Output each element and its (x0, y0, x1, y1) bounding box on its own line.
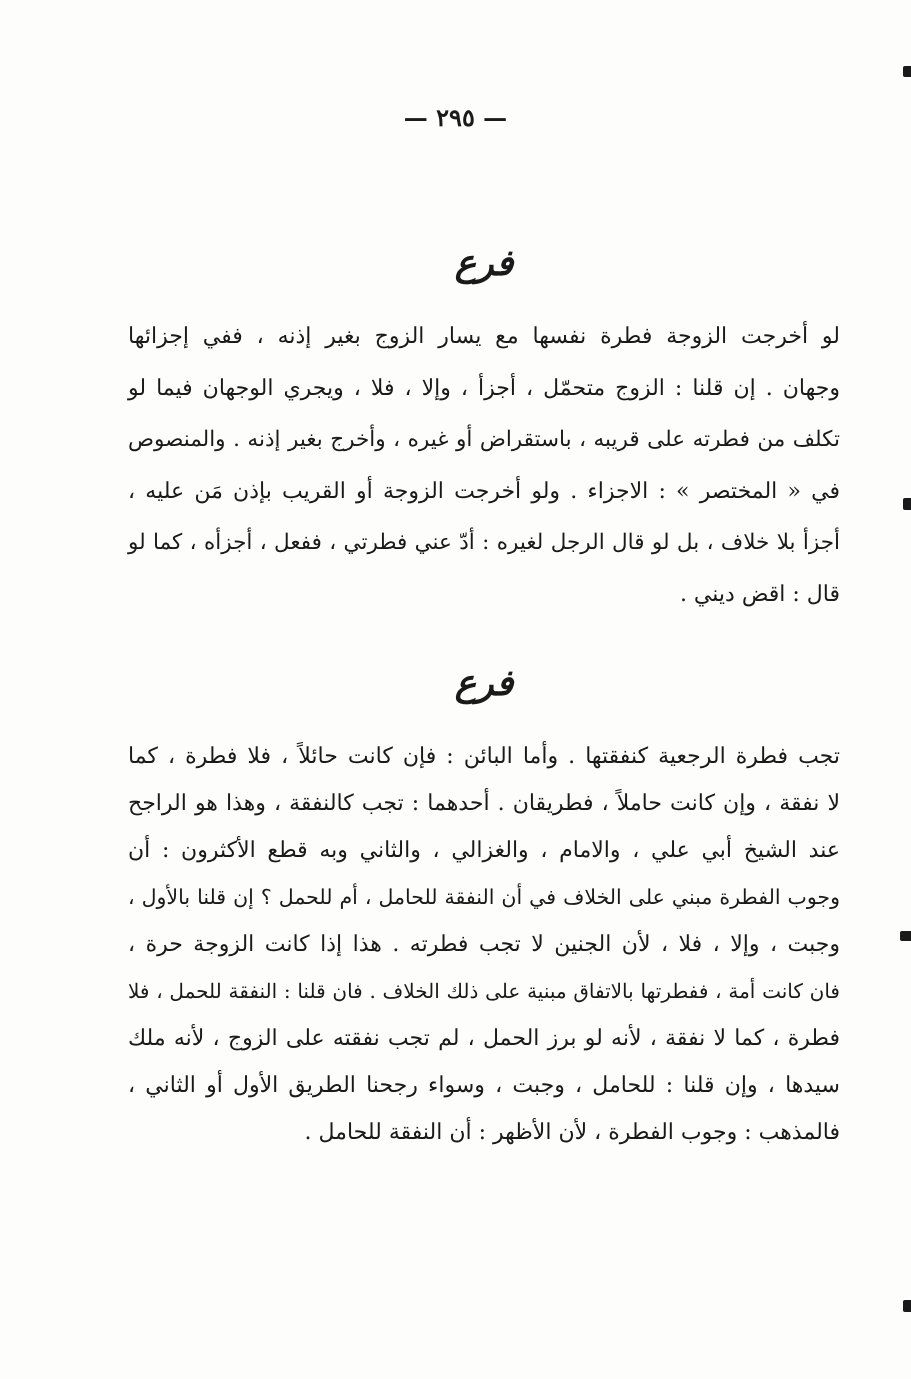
text-line: وجهان . إن قلنا : الزوج متحمّل ، أجزأ ، وإلا ، فلا ، ويجري الوجهان فيما لو (128, 375, 840, 401)
text-line: أجزأ بلا خلاف ، بل لو قال الرجل لغيره : أدّ عني فطرتي ، ففعل ، أجزأه ، كما لو (128, 530, 840, 555)
edge-mark (903, 66, 911, 77)
text-line: وجبت ، وإلا ، فلا ، لأن الجنين لا تجب فطرته . هذا إذا كانت الزوجة حرة ، (128, 932, 840, 957)
text-line: تكلف من فطرته على قريبه ، باستقراض أو غيره ، وأخرج بغير إذنه . والمنصوص (128, 427, 840, 452)
edge-mark (903, 498, 911, 510)
text-line: سيدها ، وإن قلنا : للحامل ، وجبت ، وسواء رجحنا الطريق الأول أو الثاني ، (128, 1073, 840, 1098)
text-line: لا نفقة ، وإن كانت حاملاً ، فطريقان . أحدهما : تجب كالنفقة ، وهذا هو الراجح (128, 791, 840, 816)
section-branch-2 (128, 662, 840, 1156)
section-paragraph (128, 311, 840, 620)
text-line: لو أخرجت الزوجة فطرة نفسها مع يسار الزوج بغير إذنه ، ففي إجزائها (128, 324, 840, 349)
text-line: فان كانت أمة ، ففطرتها بالاتفاق مبنية على ذلك الخلاف . فان قلنا : النفقة للحمل ، فلا (128, 979, 840, 1003)
text-line: تجب فطرة الرجعية كنفقتها . وأما البائن : فإن كانت حائلاً ، فلا فطرة ، كما (128, 744, 840, 769)
edge-mark (903, 1300, 911, 1312)
section-heading: فرع (454, 242, 514, 284)
section-paragraph (128, 733, 840, 1156)
text-line: قال : اقض ديني . (679, 581, 840, 607)
text-line: فطرة ، كما لا نفقة ، لأنه لو برز الحمل ، لم تجب نفقته على الزوج ، لأنه ملك (128, 1026, 840, 1051)
page-number: — ٢٩٥ — (403, 103, 508, 132)
section-heading: فرع (454, 662, 514, 704)
text-line: عند الشيخ أبي علي ، والامام ، والغزالي ، والثاني وبه قطع الأكثرون : أن (128, 838, 840, 863)
text-line: وجوب الفطرة مبني على الخلاف في أن النفقة للحامل ، أم للحمل ؟ إن قلنا بالأول ، (128, 885, 840, 909)
text-line: في « المختصر » : الاجزاء . ولو أخرجت الزوجة أو القريب بإذن مَن عليه ، (128, 478, 840, 504)
section-branch-1 (128, 242, 840, 620)
text-line: فالمذهب : وجوب الفطرة ، لأن الأظهر : أن النفقة للحامل . (304, 1120, 840, 1145)
edge-mark (900, 931, 911, 941)
